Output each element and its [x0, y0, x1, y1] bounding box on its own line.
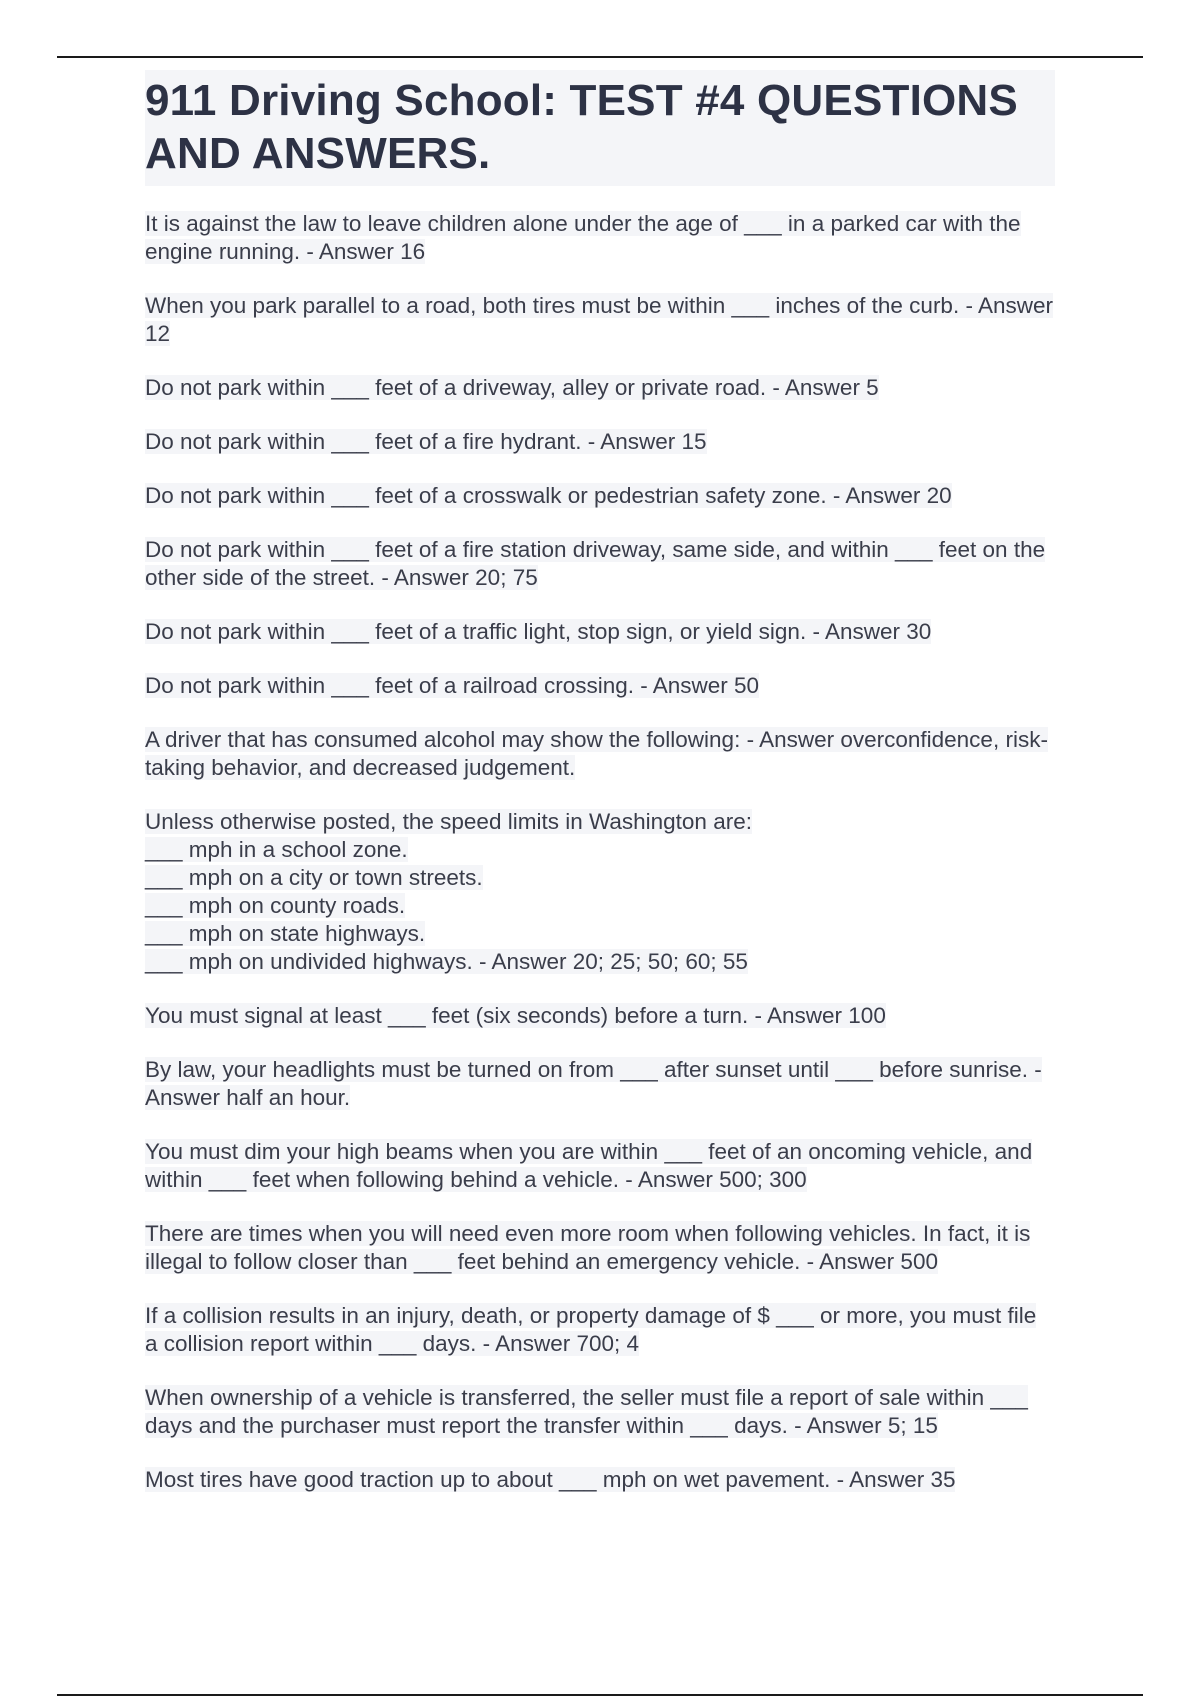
- qa-line-text: ___ mph on county roads.: [145, 893, 406, 918]
- qa-line: [145, 836, 1055, 864]
- qa-text: It is against the law to leave children alone under the age of ___ in a parked car with the engine running. - Answer 16: [145, 211, 1021, 264]
- qa-item: [145, 1138, 1055, 1194]
- qa-item: [145, 1302, 1055, 1358]
- qa-text: Do not park within ___ feet of a railroad crossing. - Answer 50: [145, 673, 760, 698]
- qa-text: Do not park within ___ feet of a driveway, alley or private road. - Answer 5: [145, 375, 879, 400]
- qa-line-text: ___ mph on a city or town streets.: [145, 865, 483, 890]
- qa-line-text: ___ mph in a school zone.: [145, 837, 408, 862]
- qa-line: [145, 920, 1055, 948]
- qa-item: [145, 292, 1055, 348]
- qa-text: When you park parallel to a road, both tires must be within ___ inches of the curb. - Answer 12: [145, 293, 1053, 346]
- qa-text: Most tires have good traction up to about ___ mph on wet pavement. - Answer 35: [145, 1467, 956, 1492]
- bottom-rule: [57, 1694, 1143, 1696]
- qa-line-text: Unless otherwise posted, the speed limits in Washington are:: [145, 809, 752, 834]
- qa-line: [145, 808, 1055, 836]
- document-page: [145, 70, 1055, 1520]
- qa-list: [145, 210, 1055, 1494]
- qa-text: Do not park within ___ feet of a fire hydrant. - Answer 15: [145, 429, 707, 454]
- qa-line: [145, 948, 1055, 976]
- qa-text: You must signal at least ___ feet (six seconds) before a turn. - Answer 100: [145, 1003, 886, 1028]
- qa-item: [145, 618, 1055, 646]
- qa-line: [145, 892, 1055, 920]
- qa-text: Do not park within ___ feet of a crosswalk or pedestrian safety zone. - Answer 20: [145, 483, 952, 508]
- qa-item-speed-limits: [145, 808, 1055, 976]
- qa-item: [145, 1384, 1055, 1440]
- qa-item: [145, 210, 1055, 266]
- qa-item: [145, 1466, 1055, 1494]
- qa-item: [145, 536, 1055, 592]
- qa-item: [145, 482, 1055, 510]
- qa-text: Do not park within ___ feet of a traffic light, stop sign, or yield sign. - Answer 30: [145, 619, 932, 644]
- qa-item: [145, 374, 1055, 402]
- qa-text: There are times when you will need even more room when following vehicles. In fact, it is illegal to follow closer than ___ feet behind an emergency vehicle. - Answer 500: [145, 1221, 1031, 1274]
- title-block: [145, 70, 1055, 186]
- qa-item: [145, 1056, 1055, 1112]
- qa-text: You must dim your high beams when you are within ___ feet of an oncoming vehicle, and within ___ feet when following behind a vehicle. - Answer 500; 300: [145, 1139, 1033, 1192]
- qa-item: [145, 1220, 1055, 1276]
- qa-line-text: ___ mph on state highways.: [145, 921, 426, 946]
- qa-item: [145, 1002, 1055, 1030]
- qa-text: Do not park within ___ feet of a fire station driveway, same side, and within ___ feet on the other side of the street. - Answer 20; 75: [145, 537, 1046, 590]
- qa-item: [145, 672, 1055, 700]
- document-title: 911 Driving School: TEST #4 QUESTIONS AND ANSWERS.: [145, 76, 1018, 178]
- qa-item: [145, 428, 1055, 456]
- qa-text: A driver that has consumed alcohol may show the following: - Answer overconfidence, risk-taking behavior, and decreased judgement.: [145, 727, 1048, 780]
- qa-line: [145, 864, 1055, 892]
- qa-line-text: ___ mph on undivided highways. - Answer 20; 25; 50; 60; 55: [145, 949, 748, 974]
- qa-item: [145, 726, 1055, 782]
- qa-text: If a collision results in an injury, death, or property damage of $ ___ or more, you must file a collision report within ___ days. - Answer 700; 4: [145, 1303, 1037, 1356]
- top-rule: [57, 56, 1143, 58]
- qa-text: By law, your headlights must be turned on from ___ after sunset until ___ before sunrise. - Answer half an hour.: [145, 1057, 1042, 1110]
- qa-text: When ownership of a vehicle is transferred, the seller must file a report of sale within ___ days and the purchaser must report the transfer within ___ days. - Answer 5; 15: [145, 1385, 1028, 1438]
